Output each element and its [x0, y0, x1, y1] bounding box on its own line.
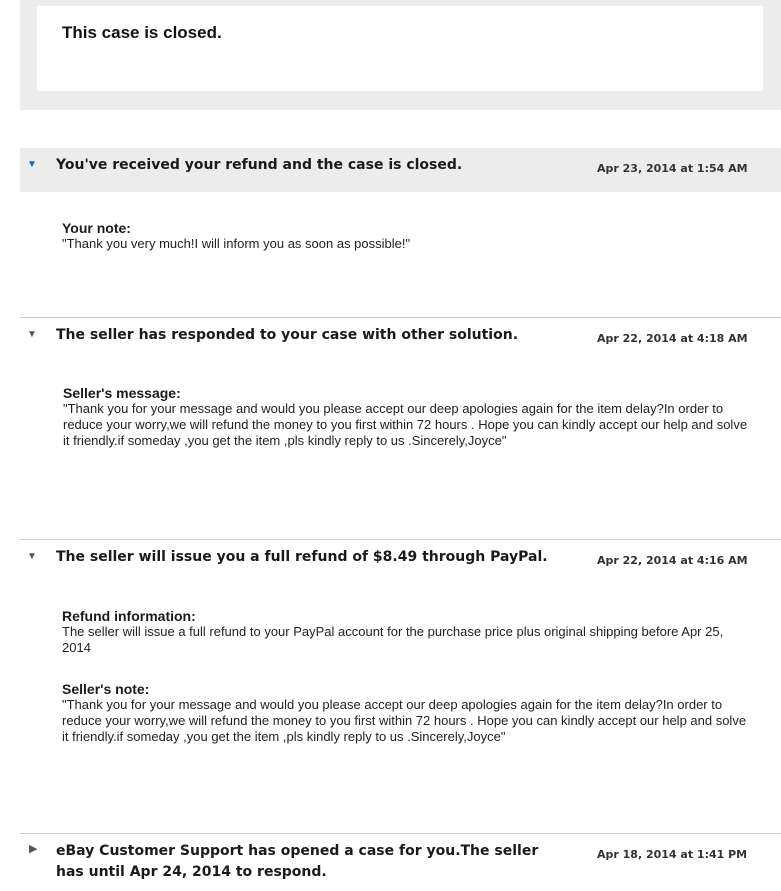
- timeline-event-full-refund: [20, 539, 781, 744]
- section-label: Seller's note:: [62, 681, 150, 697]
- timeline-event-refund-received: [20, 148, 781, 251]
- seller-note-section: [62, 681, 752, 745]
- event-date: Apr 18, 2014 at 1:41 PM: [597, 848, 748, 861]
- section-text: "Thank you very much!I will inform you as soon as possible!": [62, 236, 411, 251]
- case-status-panel: [20, 0, 781, 110]
- caret-right-icon[interactable]: ▶: [29, 843, 38, 855]
- event-title: You've received your refund and the case is closed.: [56, 157, 463, 173]
- section-label: Your note:: [62, 220, 131, 236]
- event-header[interactable]: [20, 539, 781, 583]
- caret-down-icon[interactable]: ▼: [27, 329, 37, 340]
- event-date: Apr 23, 2014 at 1:54 AM: [597, 162, 748, 175]
- caret-down-icon[interactable]: ▼: [27, 159, 37, 170]
- section-text: "Thank you for your message and would you please accept our deep apologies again for the item delay?In order to reduce your worry,we will refund the money to you first within 72 hours . Hope you can kindly accept our help and solve it friendly.if someday ,you get the item ,pls kindly reply to us .Sincerely,Joyce": [62, 697, 747, 744]
- your-note-section: [62, 220, 762, 252]
- section-label: Refund information:: [62, 608, 196, 624]
- section-text: "Thank you for your message and would you please accept our deep apologies again for the item delay?In order to reduce your worry,we will refund the money to you first within 72 hours . Hope you can kindly accept our help and solve it friendly.if someday ,you get the item ,pls kindly reply to us .Sincerely,Joyce": [63, 401, 748, 448]
- case-status-text: This case is closed.: [62, 23, 222, 42]
- timeline-event-seller-responded: [20, 317, 781, 448]
- section-text: The seller will issue a full refund to your PayPal account for the purchase price plus original shipping before Apr 25, 2014: [62, 624, 724, 655]
- event-date: Apr 22, 2014 at 4:16 AM: [597, 554, 748, 567]
- event-header[interactable]: [20, 833, 781, 880]
- section-label: Seller's message:: [63, 385, 181, 401]
- caret-down-icon[interactable]: ▼: [27, 551, 37, 562]
- refund-information-section: [62, 608, 752, 656]
- event-title: eBay Customer Support has opened a case for you.The seller has until Apr 24, 2014 to respond.: [56, 843, 539, 880]
- event-title: The seller has responded to your case with other solution.: [56, 327, 519, 343]
- event-date: Apr 22, 2014 at 4:18 AM: [597, 332, 748, 345]
- event-header[interactable]: [20, 317, 781, 361]
- timeline-event-case-opened: [20, 833, 781, 880]
- event-header[interactable]: [20, 148, 781, 192]
- seller-message-section: [63, 385, 753, 449]
- event-title: The seller will issue you a full refund of $8.49 through PayPal.: [56, 549, 548, 565]
- case-status-inner: [37, 6, 763, 91]
